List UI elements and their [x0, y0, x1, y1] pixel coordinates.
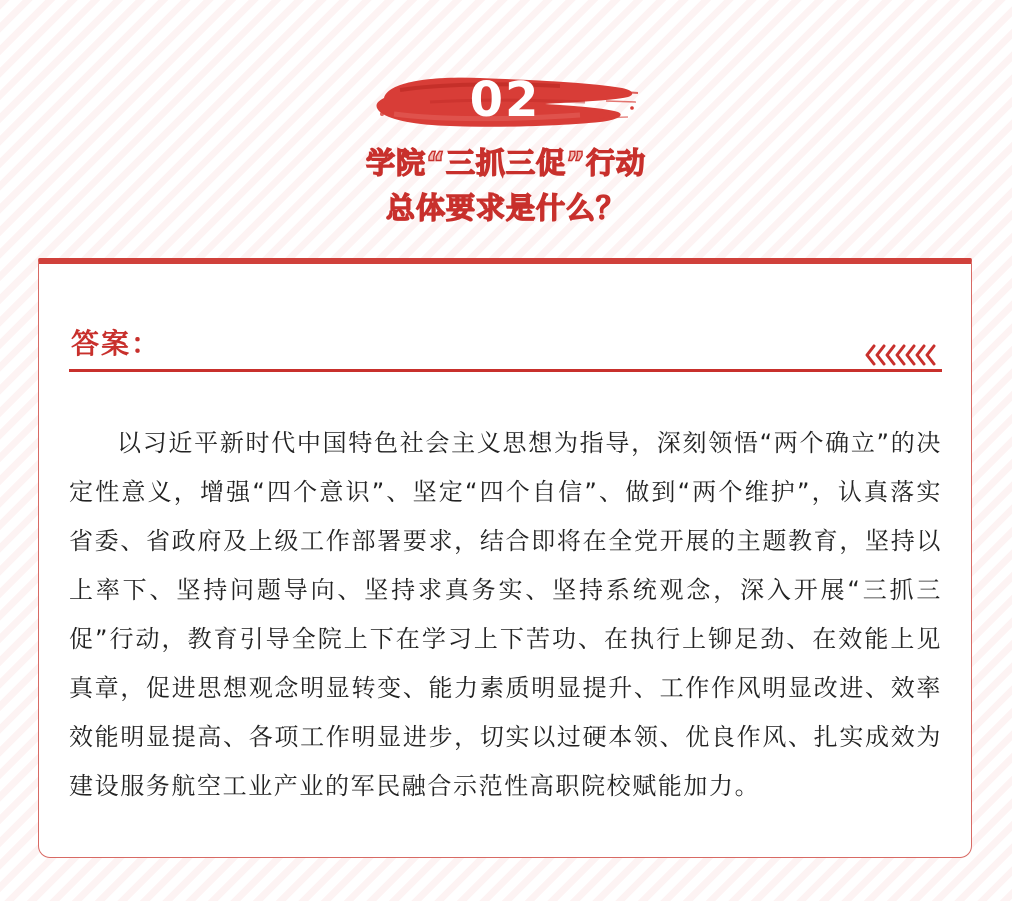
section-badge [370, 68, 640, 132]
answer-card [38, 258, 972, 858]
answer-label: 答案： [71, 327, 162, 360]
answer-body: 以习近平新时代中国特色社会主义思想为指导，深刻领悟“两个确立”的决定性意义，增强“四个意识”、坚定“四个自信”、做到“两个维护”，认真落实省委、省政府及上级工作部署要求，结合即将在全党开展的主题教育，坚持以上率下、坚持问题导向、坚持求真务实、坚持系统观念，深入开展“三抓三促”行动，教育引导全院上下在学习上下苦功、在执行上铆足劲、在效能上见真章，促进思想观念明显转变、能力素质明显提升、工作作风明显改进、效率效能明显提高、各项工作明显进步，切实以过硬本领、优良作风、扎实成效为建设服务航空工业产业的军民融合示范性高职院校赋能加力。 [69, 429, 942, 800]
section-number: 02 [469, 72, 541, 128]
chevrons-left-icon [865, 344, 943, 366]
page-title-line-2: 总体要求是什么？ [385, 191, 626, 225]
answer-divider [69, 369, 942, 372]
page-title-line-1: 学院“三抓三促”行动 [365, 146, 647, 180]
